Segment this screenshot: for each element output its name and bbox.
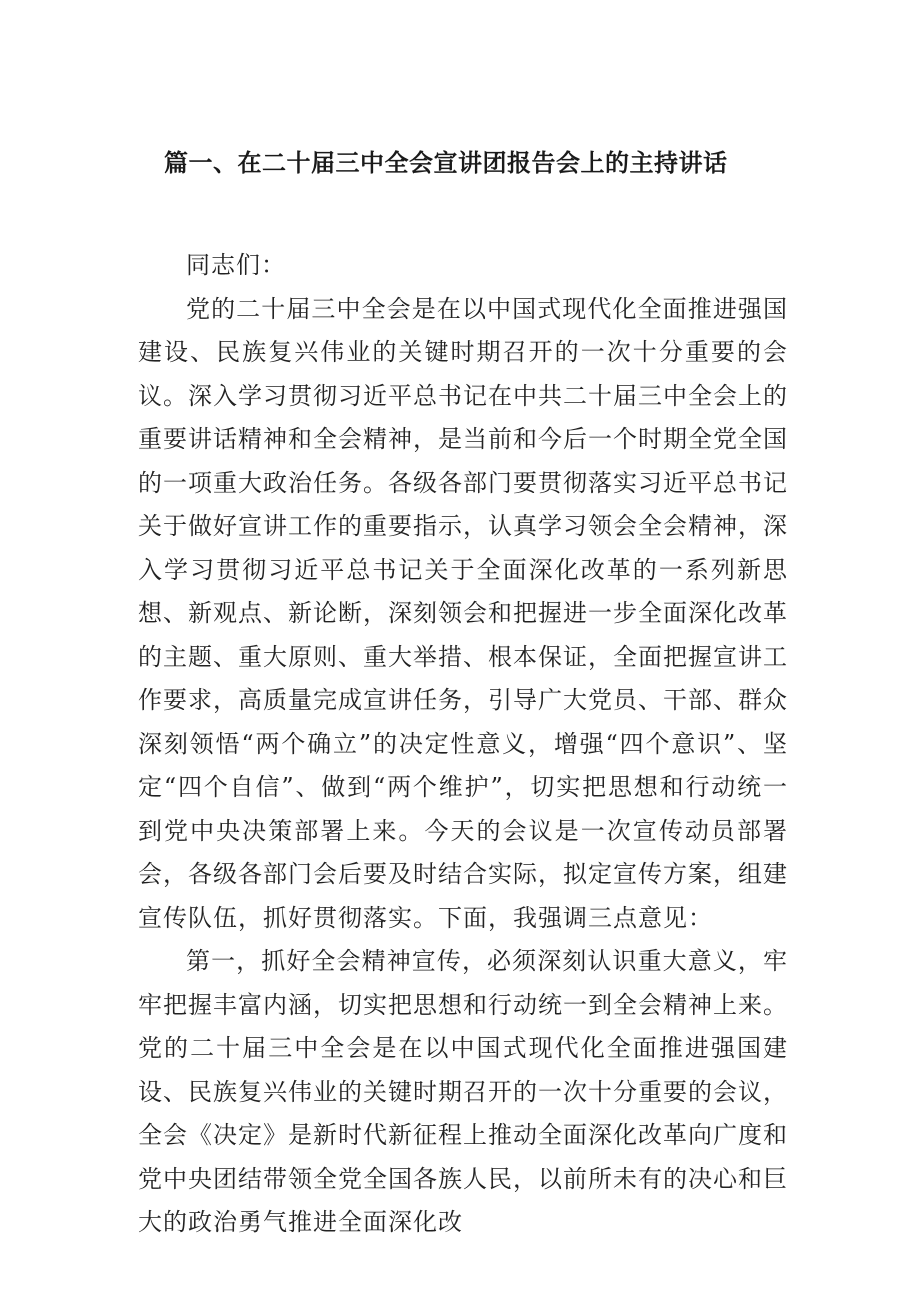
paragraph-intro: 党的二十届三中全会是在以中国式现代化全面推进强国建设、民族复兴伟业的关键时期召开的一次十分重要的会议。深入学习贯彻习近平总书记在中共二十届三中全会上的重要讲话精神和全会精神，是当前和今后一个时期全党全国的一项重大政治任务。各级各部门要贯彻落实习近平总书记关于做好宣讲工作的重要指示，认真学习领会全会精神，深入学习贯彻习近平总书记关于全面深化改革的一系列新思想、新观点、新论断，深刻领会和把握进一步全面深化改革的主题、重大原则、重大举措、根本保证，全面把握宣讲工作要求，高质量完成宣讲任务，引导广大党员、干部、群众深刻领悟“两个确立”的决定性意义，增强“四个意识”、坚定“四个自信”、做到“两个维护”，切实把思想和行动统一到党中央决策部署上来。今天的会议是一次宣传动员部署会，各级各部门会后要及时结合实际，拟定宣传方案，组建宣传队伍，抓好贯彻落实。下面，我强调三点意见： [138,294,788,932]
paragraph-first-point: 第一，抓好全会精神宣传，必须深刻认识重大意义，牢牢把握丰富内涵，切实把思想和行动统一到全会精神上来。党的二十届三中全会是在以中国式现代化全面推进强国建设、民族复兴伟业的关键时期召开的一次十分重要的会议，全会《决定》是新时代新征程上推动全面深化改革向广度和党中央团结带领全党全国各族人民，以前所未有的决心和巨大的政治勇气推进全面深化改 [138,947,788,1236]
document-body [138,244,788,1245]
document-title: 篇一、在二十届三中全会宣讲团报告会上的主持讲话 [164,149,728,177]
salutation: 同志们： [186,251,286,279]
